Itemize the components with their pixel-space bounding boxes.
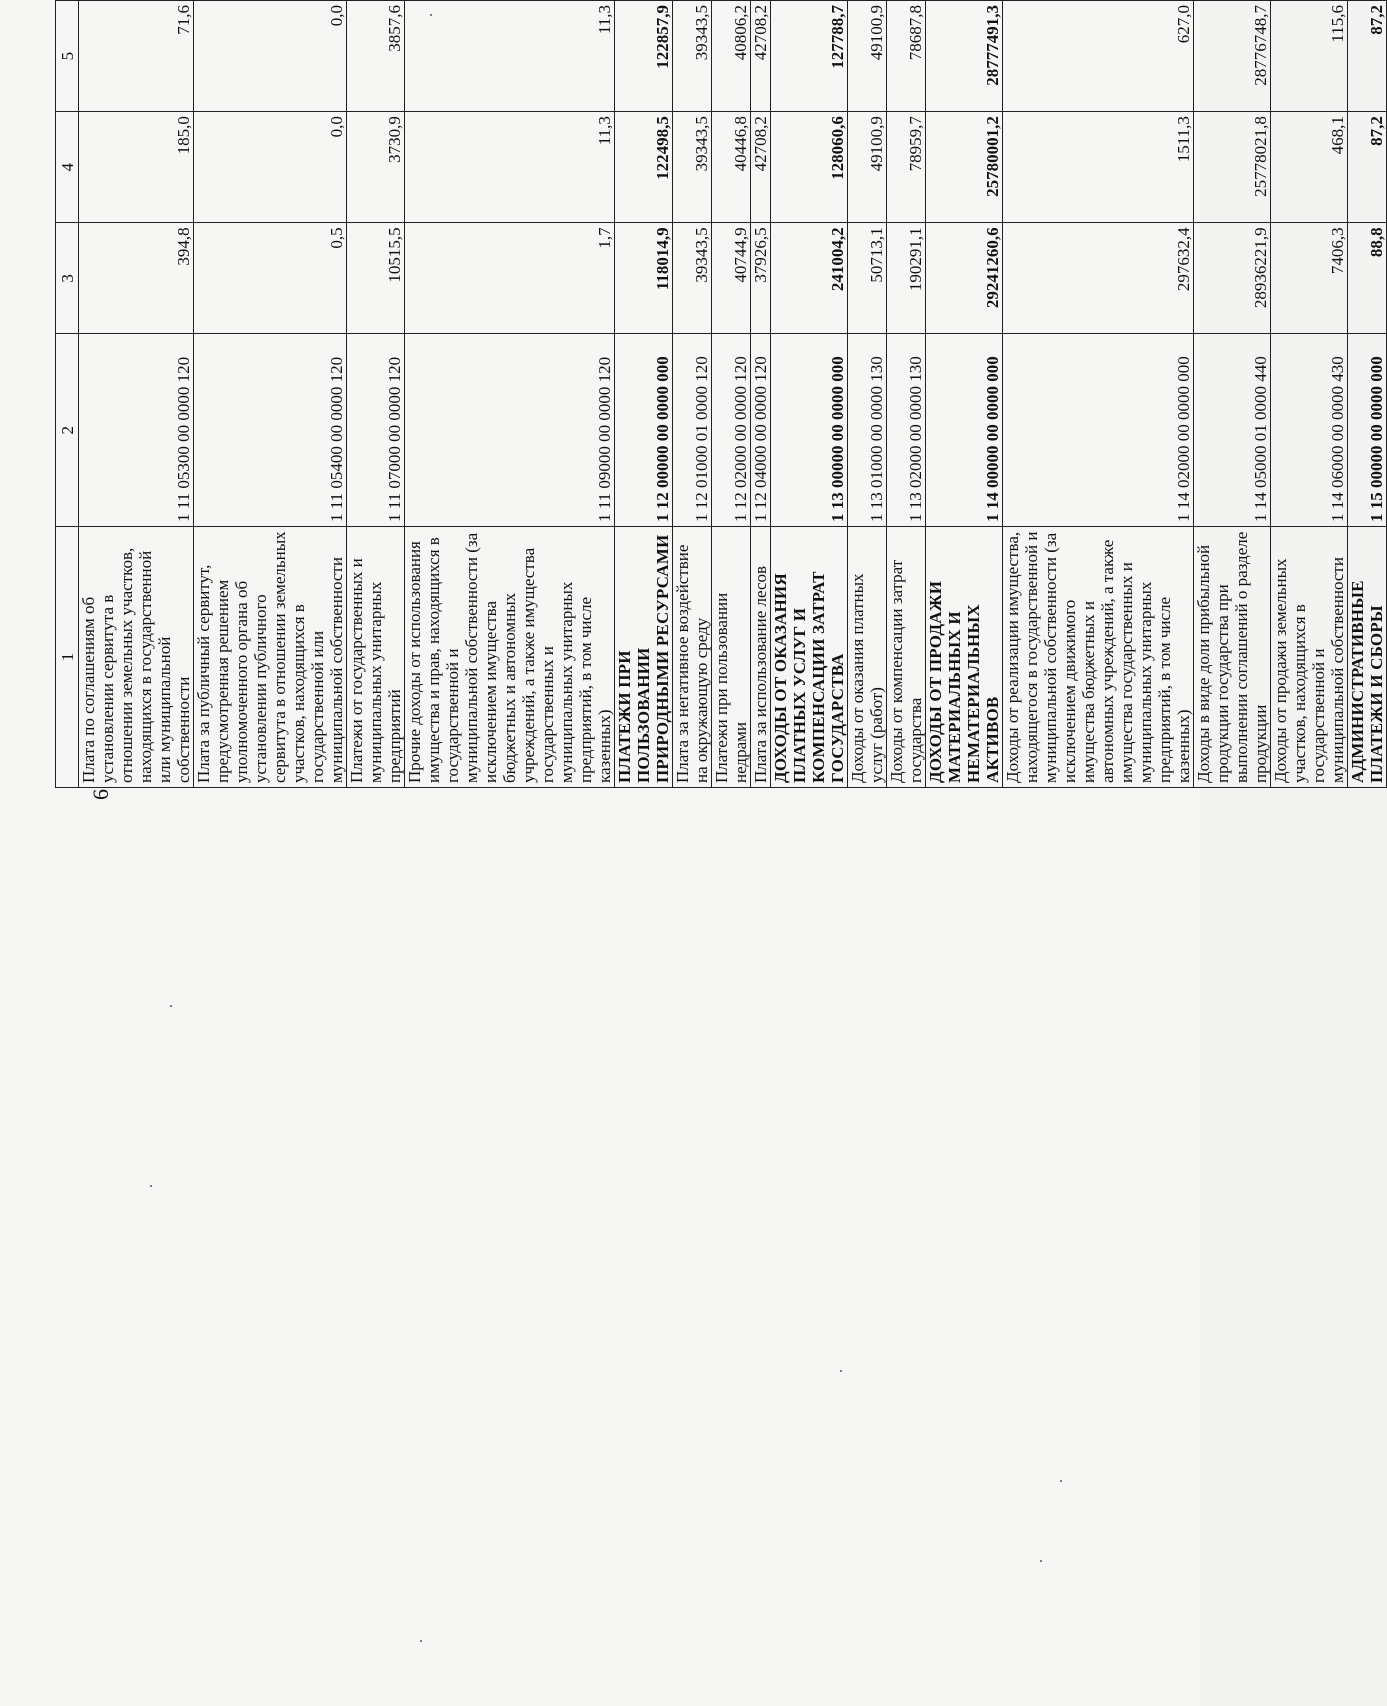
row-value-col5: 115,6 <box>1271 1 1348 112</box>
revenue-table <box>55 0 1387 788</box>
scan-speck <box>430 14 432 16</box>
row-value-col4: 1511,3 <box>1003 112 1194 223</box>
column-header: 2 <box>56 334 79 526</box>
row-value-col4: 40446,8 <box>712 112 751 223</box>
table-row <box>926 1 1003 788</box>
row-value-col5: 39343,5 <box>673 1 712 112</box>
row-name-cell: Доходы от оказания платных услуг (работ) <box>848 526 887 787</box>
column-header: 3 <box>56 223 79 334</box>
row-name-cell: Доходы в виде доли прибыльной продукции государства при выполнении соглашений о разделе продукции <box>1194 526 1271 787</box>
row-value-col5: 11,3 <box>405 1 615 112</box>
row-code-cell: 1 11 07000 00 0000 120 <box>347 334 405 526</box>
table-row <box>673 1 712 788</box>
row-name-cell: Плата за использование лесов <box>751 526 771 787</box>
row-value-col3: 297632,4 <box>1003 223 1194 334</box>
row-value-col5: 122857,9 <box>615 1 673 112</box>
row-code-cell: 1 13 02000 00 0000 130 <box>887 334 926 526</box>
row-value-col5: 42708,2 <box>751 1 771 112</box>
table-row <box>194 1 347 788</box>
table-row <box>1194 1 1271 788</box>
row-value-col4: 49100,9 <box>848 112 887 223</box>
row-value-col5: 3857,6 <box>347 1 405 112</box>
table-row <box>751 1 771 788</box>
row-name-cell: Плата за негативное воздействие на окружающую среду <box>673 526 712 787</box>
row-value-col5: 28776748,7 <box>1194 1 1271 112</box>
row-code-cell: 1 11 05400 00 0000 120 <box>194 334 347 526</box>
row-name-cell: Доходы от реализации имущества, находящегося в государственной и муниципальной собственности (за исключением движимого имущества бюджетных и автономных учреждений, а также имущества государственных и муниципальных унитарных предприятий, в том числе казенных) <box>1003 526 1194 787</box>
row-value-col5: 28777491,3 <box>926 1 1003 112</box>
column-header: 5 <box>56 1 79 112</box>
row-value-col3: 28936221,9 <box>1194 223 1271 334</box>
row-value-col3: 0,5 <box>194 223 347 334</box>
table-row <box>771 1 848 788</box>
row-name-cell: ПЛАТЕЖИ ПРИ ПОЛЬЗОВАНИИ ПРИРОДНЫМИ РЕСУРСАМИ <box>615 526 673 787</box>
page-number: 6 <box>88 789 113 800</box>
row-value-col4: 25778021,8 <box>1194 112 1271 223</box>
row-value-col4: 185,0 <box>79 112 194 223</box>
row-value-col3: 190291,1 <box>887 223 926 334</box>
row-code-cell: 1 12 04000 00 0000 120 <box>751 334 771 526</box>
row-name-cell: ДОХОДЫ ОТ ОКАЗАНИЯ ПЛАТНЫХ УСЛУГ И КОМПЕНСАЦИИ ЗАТРАТ ГОСУДАРСТВА <box>771 526 848 787</box>
table-row <box>79 1 194 788</box>
table-row <box>1271 1 1348 788</box>
row-value-col3: 118014,9 <box>615 223 673 334</box>
table-row <box>405 1 615 788</box>
row-value-col3: 7406,3 <box>1271 223 1348 334</box>
row-name-cell: Доходы от компенсации затрат государства <box>887 526 926 787</box>
row-value-col3: 10515,5 <box>347 223 405 334</box>
row-value-col5: 0,0 <box>194 1 347 112</box>
row-value-col4: 122498,5 <box>615 112 673 223</box>
row-value-col3: 50713,1 <box>848 223 887 334</box>
row-value-col3: 1,7 <box>405 223 615 334</box>
row-value-col4: 78959,7 <box>887 112 926 223</box>
row-code-cell: 1 12 00000 00 0000 000 <box>615 334 673 526</box>
row-value-col5: 87,2 <box>1348 1 1387 112</box>
row-value-col3: 29241260,6 <box>926 223 1003 334</box>
row-code-cell: 1 14 02000 00 0000 000 <box>1003 334 1194 526</box>
row-code-cell: 1 12 02000 00 0000 120 <box>712 334 751 526</box>
row-value-col4: 11,3 <box>405 112 615 223</box>
row-code-cell: 1 15 00000 00 0000 000 <box>1348 334 1387 526</box>
row-name-cell: Платежи от государственных и муниципальных унитарных предприятий <box>347 526 405 787</box>
row-value-col5: 71,6 <box>79 1 194 112</box>
row-value-col4: 0,0 <box>194 112 347 223</box>
table-row <box>1348 1 1387 788</box>
row-name-cell: Плата за публичный сервитут, предусмотренная решением уполномоченного органа об установлении публичного сервитута в отношении земельных участков, находящихся в государственной или муниципальной собственности <box>194 526 347 787</box>
row-name-cell: Плата по соглашениям об установлении сервитута в отношении земельных участков, находящихся в государственной или муниципальной собственности <box>79 526 194 787</box>
row-value-col4: 25780001,2 <box>926 112 1003 223</box>
row-value-col4: 87,2 <box>1348 112 1387 223</box>
row-code-cell: 1 12 01000 01 0000 120 <box>673 334 712 526</box>
scan-speck <box>420 1640 422 1642</box>
scan-speck <box>170 1005 172 1007</box>
row-code-cell: 1 11 09000 00 0000 120 <box>405 334 615 526</box>
scan-speck <box>1060 1480 1062 1482</box>
row-code-cell: 1 13 00000 00 0000 000 <box>771 334 848 526</box>
column-header: 1 <box>56 526 79 787</box>
row-code-cell: 1 13 01000 00 0000 130 <box>848 334 887 526</box>
table-row <box>887 1 926 788</box>
row-value-col3: 88,8 <box>1348 223 1387 334</box>
row-value-col3: 39343,5 <box>673 223 712 334</box>
table-row <box>1003 1 1194 788</box>
row-name-cell: Платежи при пользовании недрами <box>712 526 751 787</box>
row-name-cell: Прочие доходы от использования имущества и прав, находящихся в государственной и муниципальной собственности (за исключением имущества бюджетных и автономных учреждений, а также имущества государственных и муниципальных унитарных предприятий, в том числе казенных) <box>405 526 615 787</box>
row-name-cell: Доходы от продажи земельных участков, находящихся в государственной и муниципальной собственности <box>1271 526 1348 787</box>
row-value-col5: 127788,7 <box>771 1 848 112</box>
row-value-col4: 3730,9 <box>347 112 405 223</box>
row-value-col4: 468,1 <box>1271 112 1348 223</box>
row-code-cell: 1 11 05300 00 0000 120 <box>79 334 194 526</box>
row-value-col5: 49100,9 <box>848 1 887 112</box>
row-value-col3: 394,8 <box>79 223 194 334</box>
scan-speck <box>1040 1560 1042 1562</box>
row-value-col3: 37926,5 <box>751 223 771 334</box>
row-value-col5: 627,0 <box>1003 1 1194 112</box>
table-row <box>848 1 887 788</box>
row-value-col3: 40744,9 <box>712 223 751 334</box>
row-code-cell: 1 14 00000 00 0000 000 <box>926 334 1003 526</box>
scan-speck <box>840 1370 842 1372</box>
row-name-cell: ДОХОДЫ ОТ ПРОДАЖИ МАТЕРИАЛЬНЫХ И НЕМАТЕРИАЛЬНЫХ АКТИВОВ <box>926 526 1003 787</box>
table-row <box>615 1 673 788</box>
table-row <box>347 1 405 788</box>
row-value-col5: 40806,2 <box>712 1 751 112</box>
row-value-col4: 42708,2 <box>751 112 771 223</box>
column-header: 4 <box>56 112 79 223</box>
table-row <box>712 1 751 788</box>
row-code-cell: 1 14 06000 00 0000 430 <box>1271 334 1348 526</box>
column-number-row <box>56 1 79 788</box>
row-value-col5: 78687,8 <box>887 1 926 112</box>
row-value-col3: 241004,2 <box>771 223 848 334</box>
row-code-cell: 1 14 05000 01 0000 440 <box>1194 334 1271 526</box>
row-value-col4: 128060,6 <box>771 112 848 223</box>
scan-speck <box>150 1185 152 1187</box>
row-value-col4: 39343,5 <box>673 112 712 223</box>
row-name-cell: АДМИНИСТРАТИВНЫЕ ПЛАТЕЖИ И СБОРЫ <box>1348 526 1387 787</box>
